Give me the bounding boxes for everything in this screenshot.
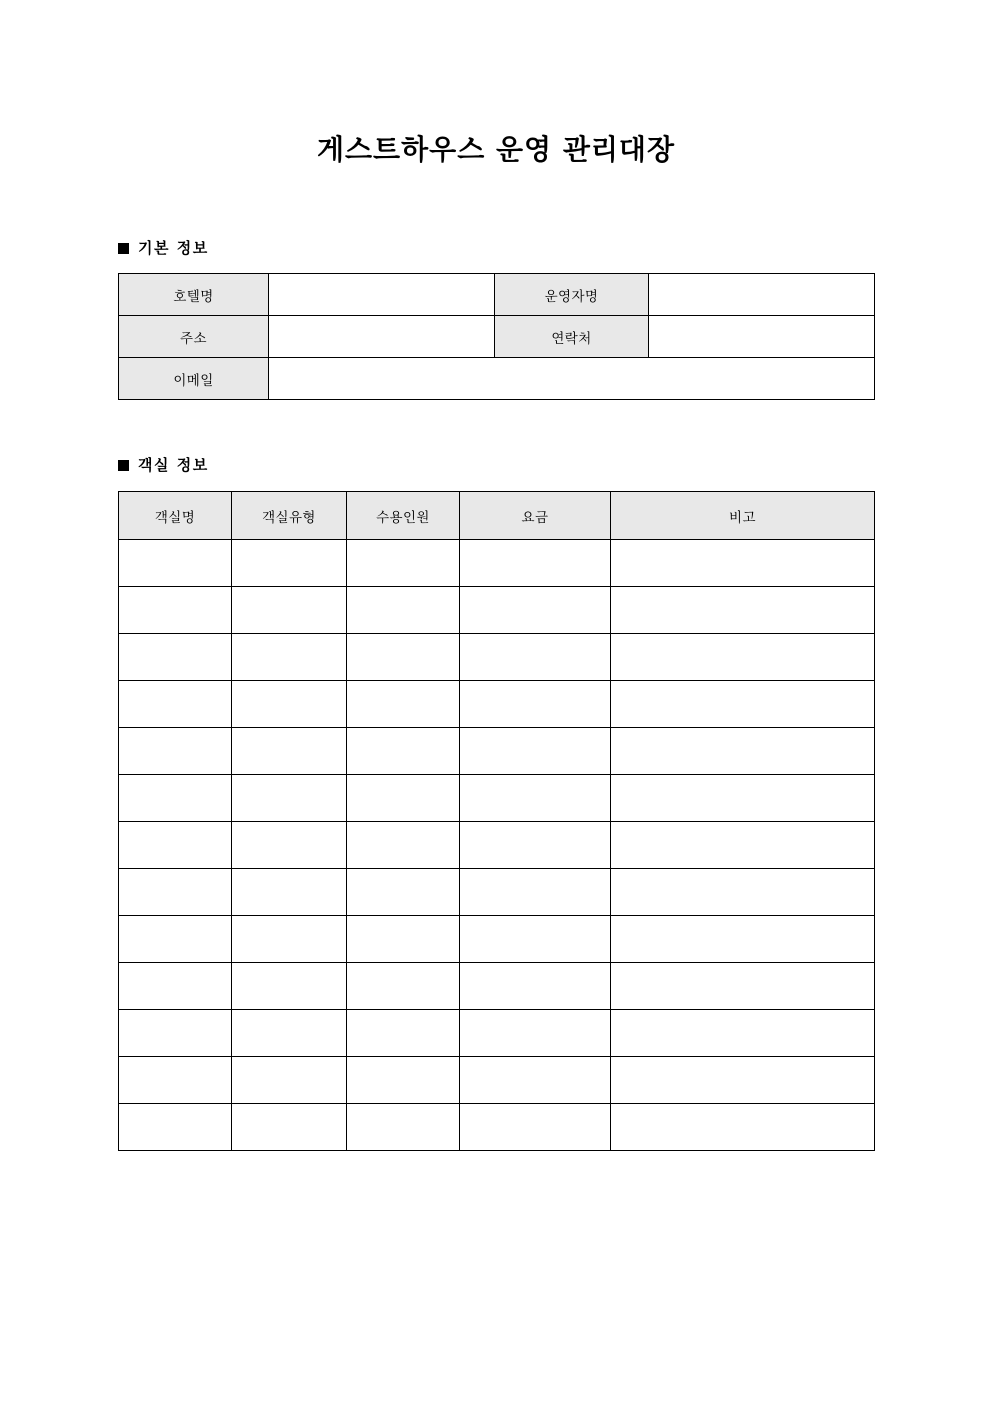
cell-room-type[interactable]: [232, 775, 347, 822]
cell-room-type[interactable]: [232, 681, 347, 728]
column-header-remarks: 비고: [611, 492, 875, 540]
cell-rate[interactable]: [460, 775, 611, 822]
section-heading-basic-info-label: 기본 정보: [138, 239, 209, 257]
cell-room-type[interactable]: [232, 634, 347, 681]
section-heading-basic-info: [118, 241, 874, 256]
cell-rate[interactable]: [460, 587, 611, 634]
cell-rate[interactable]: [460, 822, 611, 869]
table-row: [119, 358, 875, 400]
cell-room-name[interactable]: [119, 869, 232, 916]
cell-remarks[interactable]: [611, 869, 875, 916]
table-row: [119, 963, 875, 1010]
section-heading-room-info-label: 객실 정보: [138, 456, 209, 474]
cell-remarks[interactable]: [611, 916, 875, 963]
cell-capacity[interactable]: [347, 1057, 460, 1104]
table-row: [119, 869, 875, 916]
table-row: [119, 1104, 875, 1151]
filled-square-bullet-icon: [118, 243, 129, 254]
label-address: 주소: [119, 316, 269, 358]
cell-remarks[interactable]: [611, 728, 875, 775]
label-contact: 연락처: [495, 316, 649, 358]
cell-room-name[interactable]: [119, 822, 232, 869]
cell-capacity[interactable]: [347, 587, 460, 634]
label-hotel-name: 호텔명: [119, 274, 269, 316]
cell-rate[interactable]: [460, 1057, 611, 1104]
cell-room-type[interactable]: [232, 869, 347, 916]
field-hotel-name[interactable]: [269, 274, 495, 316]
cell-capacity[interactable]: [347, 728, 460, 775]
section-heading-room-info: [118, 458, 874, 473]
cell-rate[interactable]: [460, 728, 611, 775]
cell-room-type[interactable]: [232, 1057, 347, 1104]
field-operator-name[interactable]: [649, 274, 875, 316]
cell-room-name[interactable]: [119, 728, 232, 775]
table-row: [119, 822, 875, 869]
table-row: [119, 728, 875, 775]
cell-capacity[interactable]: [347, 775, 460, 822]
column-header-room-name: 객실명: [119, 492, 232, 540]
cell-room-type[interactable]: [232, 728, 347, 775]
table-row: [119, 316, 875, 358]
cell-room-type[interactable]: [232, 1010, 347, 1057]
cell-room-name[interactable]: [119, 916, 232, 963]
table-row: [119, 681, 875, 728]
cell-capacity[interactable]: [347, 681, 460, 728]
cell-room-name[interactable]: [119, 963, 232, 1010]
label-operator-name: 운영자명: [495, 274, 649, 316]
table-row: [119, 916, 875, 963]
cell-room-name[interactable]: [119, 1057, 232, 1104]
cell-rate[interactable]: [460, 634, 611, 681]
cell-room-name[interactable]: [119, 634, 232, 681]
cell-capacity[interactable]: [347, 916, 460, 963]
table-row: [119, 540, 875, 587]
column-header-capacity: 수용인원: [347, 492, 460, 540]
cell-room-type[interactable]: [232, 1104, 347, 1151]
table-row: [119, 634, 875, 681]
room-info-table-body: [119, 540, 875, 1151]
cell-capacity[interactable]: [347, 1010, 460, 1057]
table-row: [119, 1057, 875, 1104]
cell-rate[interactable]: [460, 681, 611, 728]
cell-room-name[interactable]: [119, 1010, 232, 1057]
basic-info-table: [118, 273, 875, 400]
filled-square-bullet-icon: [118, 460, 129, 471]
cell-remarks[interactable]: [611, 775, 875, 822]
cell-room-name[interactable]: [119, 775, 232, 822]
cell-capacity[interactable]: [347, 540, 460, 587]
table-header-row: [119, 492, 875, 540]
cell-rate[interactable]: [460, 916, 611, 963]
table-row: [119, 1010, 875, 1057]
cell-room-name[interactable]: [119, 587, 232, 634]
cell-room-name[interactable]: [119, 1104, 232, 1151]
cell-remarks[interactable]: [611, 1104, 875, 1151]
cell-remarks[interactable]: [611, 681, 875, 728]
table-row: [119, 587, 875, 634]
room-info-table: [118, 491, 875, 1151]
cell-room-type[interactable]: [232, 963, 347, 1010]
cell-room-name[interactable]: [119, 540, 232, 587]
cell-room-type[interactable]: [232, 587, 347, 634]
cell-rate[interactable]: [460, 963, 611, 1010]
cell-remarks[interactable]: [611, 1057, 875, 1104]
cell-capacity[interactable]: [347, 822, 460, 869]
label-email: 이메일: [119, 358, 269, 400]
page-title: 게스트하우스 운영 관리대장: [316, 133, 676, 166]
cell-room-type[interactable]: [232, 916, 347, 963]
cell-rate[interactable]: [460, 1010, 611, 1057]
cell-capacity[interactable]: [347, 869, 460, 916]
field-email[interactable]: [269, 358, 875, 400]
cell-remarks[interactable]: [611, 587, 875, 634]
column-header-rate: 요금: [460, 492, 611, 540]
column-header-room-type: 객실유형: [232, 492, 347, 540]
table-row: [119, 274, 875, 316]
cell-remarks[interactable]: [611, 822, 875, 869]
cell-rate[interactable]: [460, 540, 611, 587]
cell-capacity[interactable]: [347, 634, 460, 681]
cell-room-type[interactable]: [232, 822, 347, 869]
field-contact[interactable]: [649, 316, 875, 358]
cell-capacity[interactable]: [347, 1104, 460, 1151]
cell-remarks[interactable]: [611, 540, 875, 587]
cell-rate[interactable]: [460, 869, 611, 916]
cell-rate[interactable]: [460, 1104, 611, 1151]
cell-remarks[interactable]: [611, 963, 875, 1010]
cell-remarks[interactable]: [611, 634, 875, 681]
cell-remarks[interactable]: [611, 1010, 875, 1057]
cell-room-type[interactable]: [232, 540, 347, 587]
field-address[interactable]: [269, 316, 495, 358]
table-row: [119, 775, 875, 822]
cell-room-name[interactable]: [119, 681, 232, 728]
cell-capacity[interactable]: [347, 963, 460, 1010]
